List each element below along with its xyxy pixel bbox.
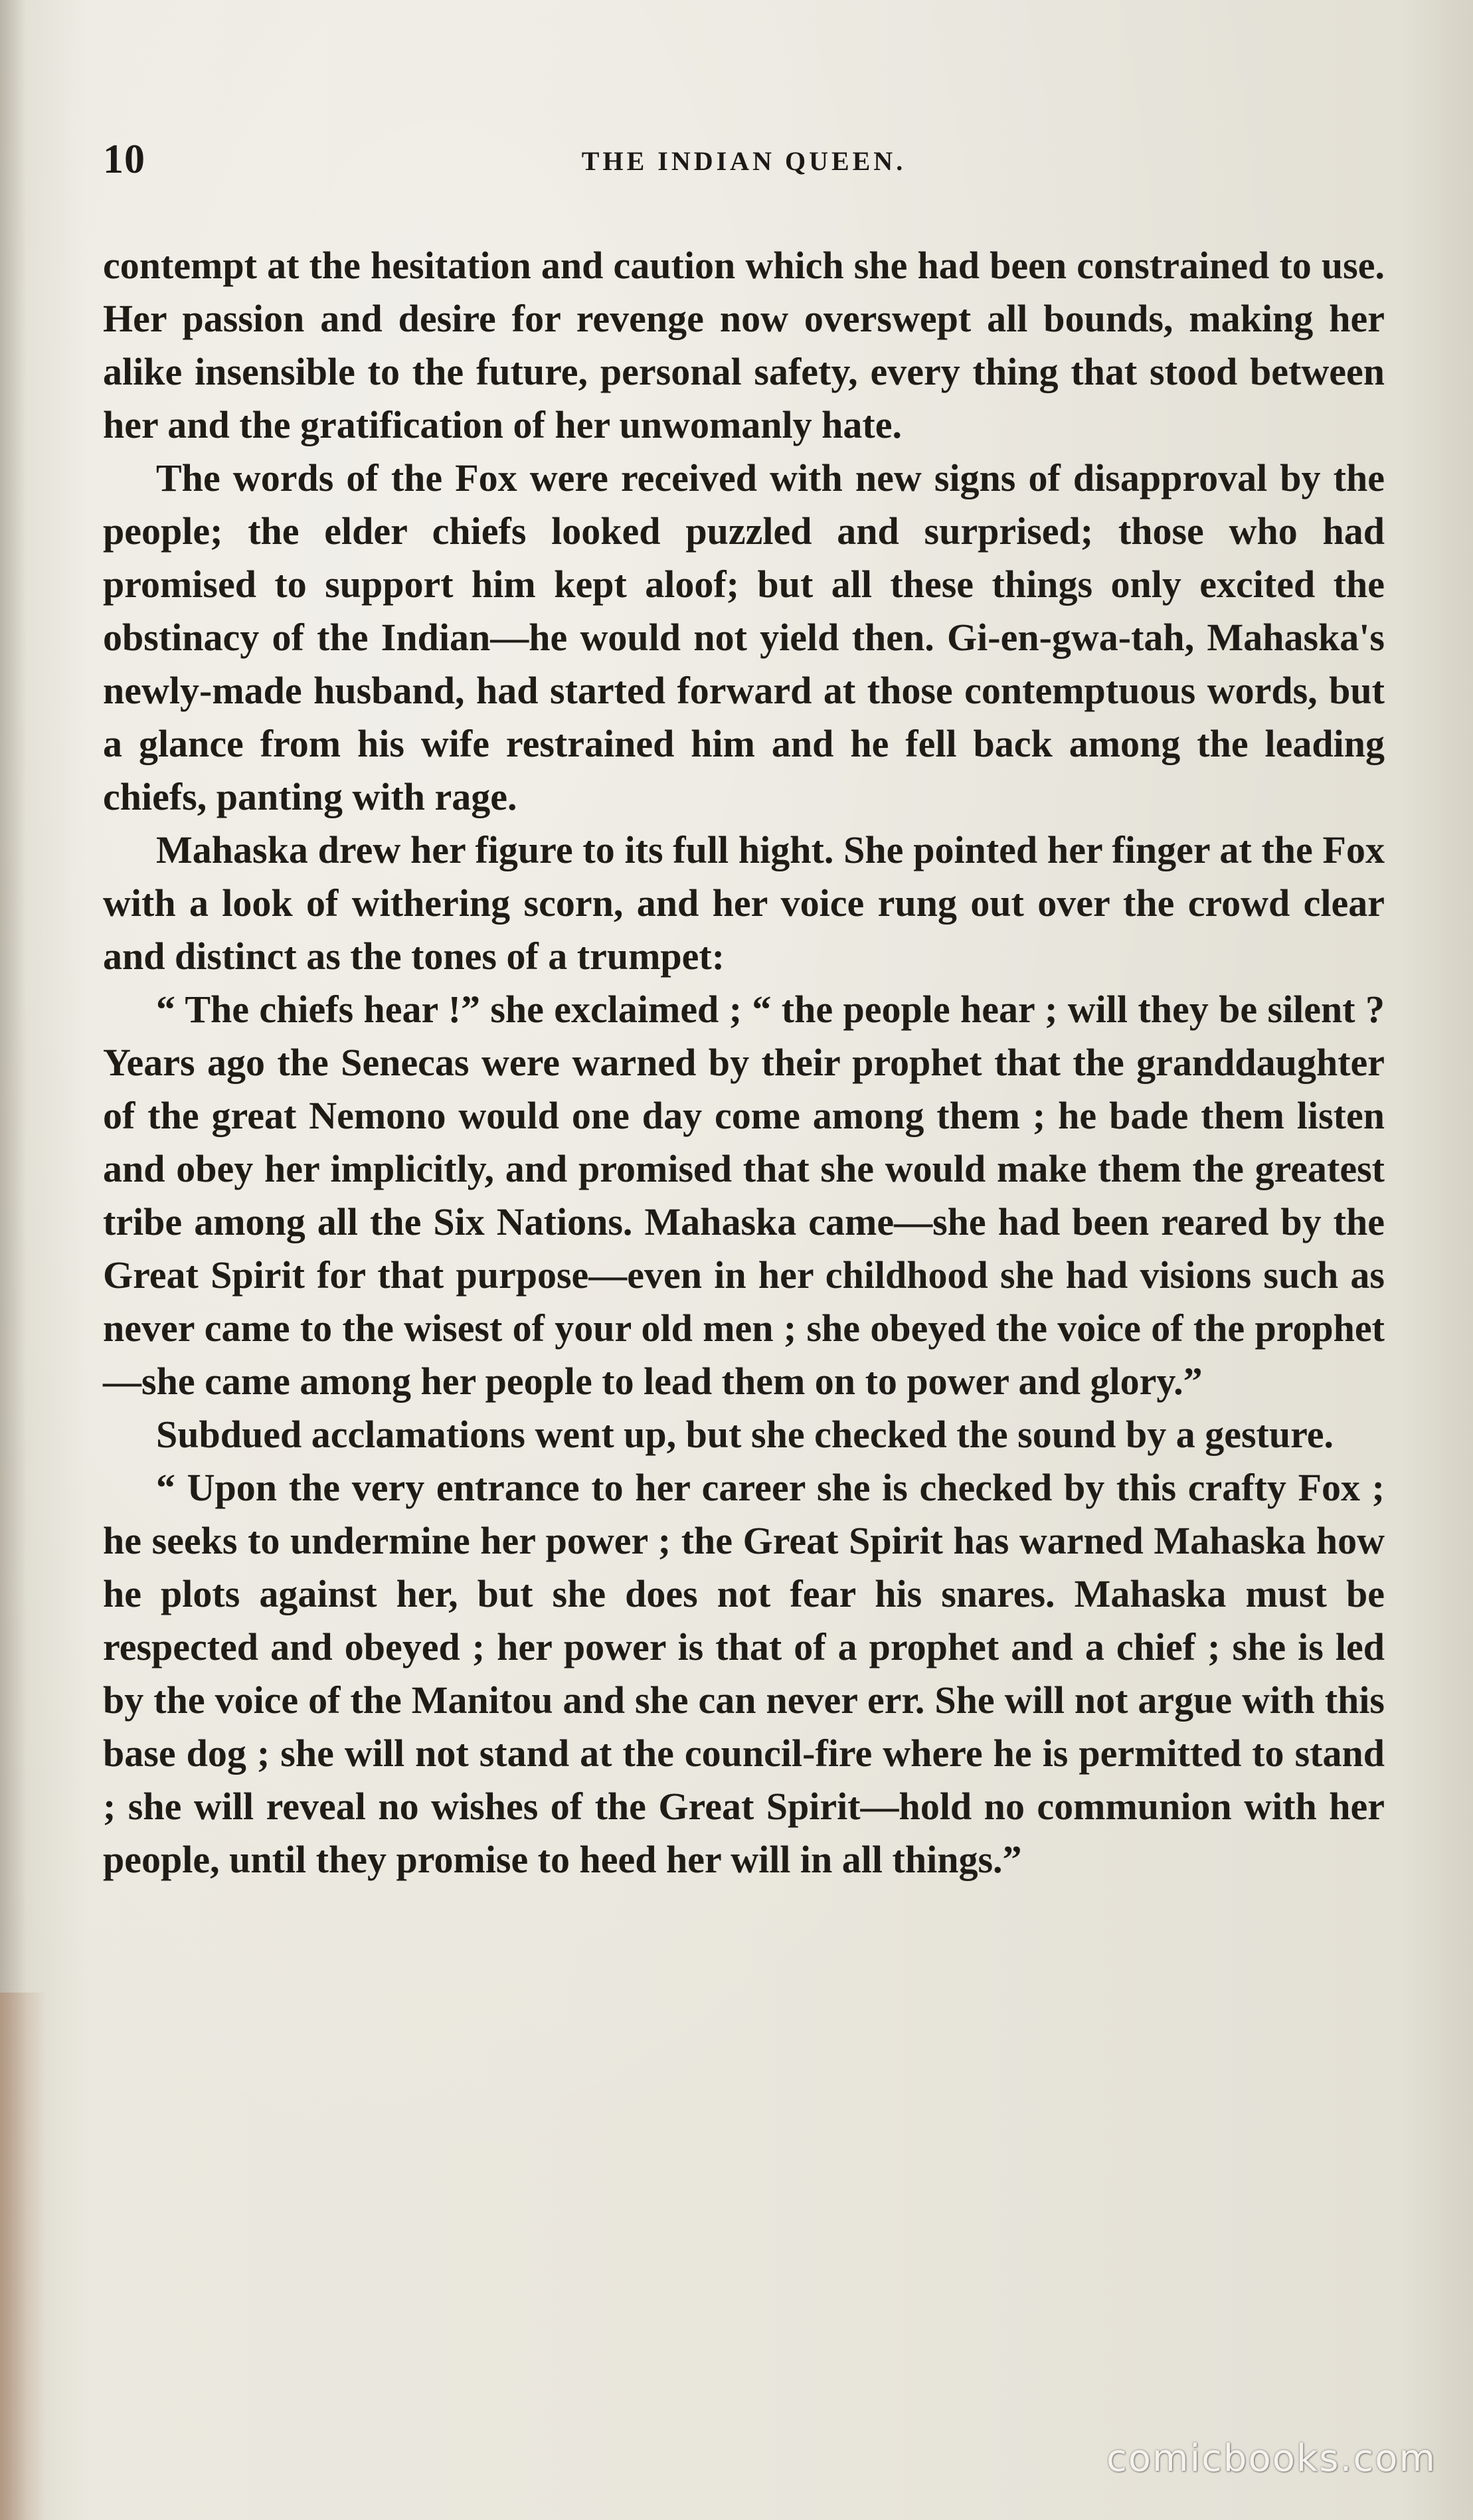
paragraph: contempt at the hesitation and caution which she had been constrained to use. Her passion and desire for revenge now overswept all bounds, making her alike insensible to the future, personal safety, every thing that stood between her and the gratification of her unwomanly hate. (103, 244, 1385, 446)
paragraph: The words of the Fox were received with new signs of disapproval by the people; the elder chiefs looked puzzled and surprised; those who had promised to support him kept aloof; but all these things only excited the obstinacy of the Indian—he would not yield then. Gi-en-gwa-tah, Mahaska's newly-made husband, had started forward at those contemptuous words, but a glance from his wife restrained him and he fell back among the leading chiefs, panting with rage. (103, 456, 1385, 818)
paragraph: Subdued acclamations went up, but she checked the sound by a gesture. (156, 1413, 1334, 1456)
body-text (103, 239, 1385, 1886)
page-header (103, 136, 1385, 183)
paragraph: “ Upon the very entrance to her career she is checked by this crafty Fox ; he seeks to undermine her power ; the Great Spirit has warned Mahaska how he plots against her, but she does not fear his snares. Mahaska must be respected and obeyed ; her power is that of a prophet and a chief ; she is led by the voice of the Manitou and she can never err. She will not argue with this base dog ; she will not stand at the council-fire where he is permitted to stand ; she will reveal no wishes of the Great Spirit—hold no communion with her people, until they promise to heed her will in all things.” (103, 1466, 1385, 1881)
paragraph: Mahaska drew her figure to its full hight. She pointed her finger at the Fox with a look of withering scorn, and her voice rung out over the crowd clear and distinct as the tones of a trumpet: (103, 828, 1385, 978)
page-number: 10 (103, 137, 145, 182)
page-stain (0, 1993, 46, 2520)
watermark: comicbooks.com (1106, 2437, 1436, 2480)
running-title: THE INDIAN QUEEN. (581, 146, 907, 176)
paragraph: “ The chiefs hear !” she exclaimed ; “ the people hear ; will they be silent ? Years ago the Senecas were warned by their prophet that the granddaughter of the great Nemono would one day come among them ; he bade them listen and obey her implicitly, and promised that she would make them the greatest tribe among all the Six Nations. Mahaska came—she had been reared by the Great Spirit for that purpose—even in her childhood she had visions such as never came to the wisest of your old men ; she obeyed the voice of the prophet—she came among her people to lead them on to power and glory.” (103, 988, 1385, 1403)
